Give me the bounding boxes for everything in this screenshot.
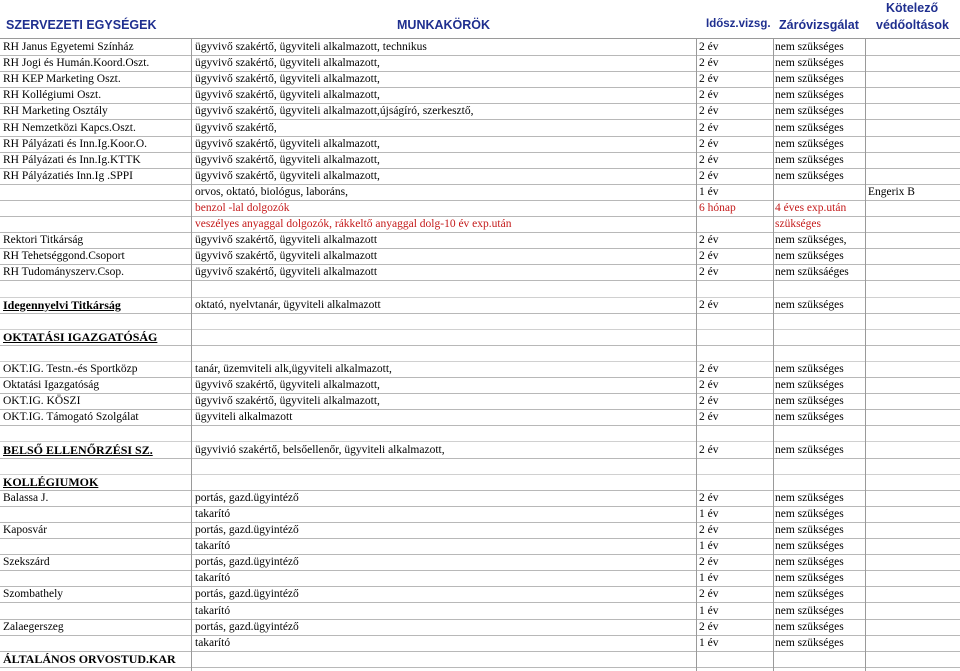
- vaccine-cell: [868, 39, 958, 55]
- period-cell: 2 év: [699, 121, 719, 134]
- final-exam-cell: [775, 458, 865, 474]
- final-exam-cell: nem szükséges: [775, 443, 844, 456]
- unit-cell: OKT.IG. Testn.-és Sportközp: [3, 363, 138, 375]
- job-cell: takarító: [195, 604, 231, 617]
- job-cell: [195, 458, 695, 474]
- header-vaccine-line1: Kötelező: [886, 1, 939, 15]
- table-row: [0, 103, 960, 120]
- unit-cell: RH Jogi és Humán.Koord.Oszt.: [3, 57, 150, 70]
- period-cell: 2 év: [699, 89, 719, 102]
- job-cell: portás, gazd.ügyintéző: [195, 620, 299, 633]
- unit-cell: [3, 345, 189, 361]
- blank-row: [0, 281, 960, 298]
- unit-cell: RH KEP Marketing Oszt.: [3, 73, 121, 86]
- final-exam-cell: nem szükséges: [775, 250, 844, 263]
- job-cell: ügyvivő szakértő, ügyviteli alkalmazott,: [195, 57, 380, 70]
- final-exam-cell: nem szükséges: [775, 588, 844, 601]
- unit-cell: Szekszárd: [3, 556, 50, 569]
- vaccine-cell: [868, 55, 958, 71]
- final-exam-cell: [775, 281, 865, 297]
- final-exam-cell: nem szükséges: [775, 507, 844, 520]
- section-row: [0, 297, 960, 314]
- period-cell: 2 év: [699, 363, 719, 375]
- unit-cell: [3, 506, 189, 522]
- table-row: [0, 168, 960, 185]
- vaccine-cell: [868, 409, 958, 425]
- vaccine-cell: [868, 152, 958, 168]
- vaccine-cell: [868, 71, 958, 87]
- header-jobs: MUNKAKÖRÖK: [397, 18, 491, 32]
- final-exam-cell: nem szüksáéges: [775, 266, 849, 279]
- job-cell: takarító: [195, 540, 231, 553]
- job-cell: ügyvivő szakértő, ügyviteli alkalmazott,: [195, 137, 380, 150]
- period-cell: [699, 281, 773, 297]
- job-cell: takarító: [195, 636, 231, 649]
- final-exam-cell: nem szükséges: [775, 540, 844, 553]
- vaccine-cell: [868, 168, 958, 184]
- unit-cell: KOLLÉGIUMOK: [3, 474, 99, 489]
- table-row: [0, 570, 960, 587]
- blank-row: [0, 345, 960, 362]
- final-exam-cell: nem szükséges: [775, 41, 844, 53]
- period-cell: 2 év: [699, 57, 719, 70]
- vaccine-cell: [868, 554, 958, 570]
- final-exam-cell: [775, 425, 865, 441]
- job-cell: benzol -lal dolgozók: [195, 202, 290, 214]
- job-cell: ügyvivő szakértő, ügyviteli alkalmazott,újságíró, szerkesztő,: [195, 105, 474, 118]
- final-exam-cell: nem szükséges: [775, 89, 844, 102]
- unit-cell: RH Pályázati és Inn.Ig.KTTK: [3, 153, 141, 166]
- job-cell: takarító: [195, 572, 231, 585]
- unit-cell: BELSŐ ELLENŐRZÉSI SZ.: [3, 442, 153, 457]
- table-row: [0, 522, 960, 539]
- final-exam-cell: nem szükséges: [775, 620, 844, 633]
- period-cell: [699, 474, 773, 490]
- job-cell: portás, gazd.ügyintéző: [195, 524, 299, 536]
- job-cell: [195, 425, 695, 441]
- vaccine-cell: [868, 474, 958, 490]
- period-cell: 2 év: [699, 491, 719, 504]
- header-units: SZERVEZETI EGYSÉGEK: [6, 18, 157, 32]
- unit-cell: RH Kollégiumi Oszt.: [3, 89, 102, 102]
- unit-cell: [3, 603, 189, 619]
- period-cell: 2 év: [699, 234, 719, 247]
- section-row: [0, 442, 960, 459]
- final-exam-cell: nem szükséges: [775, 73, 844, 86]
- final-exam-cell: nem szükséges: [775, 411, 844, 424]
- final-exam-cell: nem szükséges: [775, 363, 844, 375]
- vaccine-cell: [868, 264, 958, 280]
- job-cell: ügyvivő szakértő, ügyviteli alkalmazott: [195, 266, 378, 279]
- period-cell: 2 év: [699, 266, 719, 279]
- table-row: [0, 635, 960, 652]
- column-divider: [773, 38, 774, 671]
- job-cell: ügyvivő szakértő, ügyviteli alkalmazott,: [195, 169, 380, 182]
- unit-cell: [3, 200, 189, 216]
- final-exam-cell: [775, 184, 865, 200]
- vaccine-cell: [868, 281, 958, 297]
- header-periodic-exam: Idősz.vizsg.: [706, 18, 771, 30]
- table-row: [0, 361, 960, 378]
- vaccine-cell: [868, 506, 958, 522]
- blank-row: [0, 458, 960, 475]
- period-cell: 2 év: [699, 524, 719, 536]
- job-cell: [195, 329, 695, 345]
- final-exam-cell: nem szükséges: [775, 121, 844, 134]
- job-cell: ügyvivő szakértő, ügyviteli alkalmazott,: [195, 89, 380, 102]
- vaccine-cell: [868, 635, 958, 651]
- period-cell: [699, 329, 773, 345]
- table-row: [0, 152, 960, 169]
- unit-cell: Idegennyelvi Titkárság: [3, 297, 121, 312]
- table-row: [0, 71, 960, 88]
- vaccine-cell: [868, 538, 958, 554]
- job-cell: portás, gazd.ügyintéző: [195, 588, 299, 601]
- unit-cell: RH Nemzetközi Kapcs.Oszt.: [3, 121, 136, 134]
- unit-cell: Balassa J.: [3, 491, 49, 504]
- table-row: [0, 136, 960, 153]
- period-cell: 2 év: [699, 169, 719, 182]
- table-row: [0, 55, 960, 72]
- vaccine-cell: [868, 120, 958, 136]
- unit-cell: ÁLTALÁNOS ORVOSTUD.KAR: [3, 651, 176, 666]
- period-cell: 2 év: [699, 443, 719, 456]
- table-row: [0, 603, 960, 620]
- final-exam-cell: nem szükséges: [775, 153, 844, 166]
- period-cell: 6 hónap: [699, 202, 736, 214]
- table-row: [0, 216, 960, 233]
- unit-cell: [3, 281, 189, 297]
- vaccine-cell: [868, 651, 958, 667]
- vaccine-cell: [868, 570, 958, 586]
- job-cell: ügyvivő szakértő, ügyviteli alkalmazott: [195, 250, 378, 263]
- period-cell: [699, 313, 773, 329]
- job-cell: ügyvivió szakértő, belsőellenőr, ügyviteli alkalmazott,: [195, 443, 445, 456]
- period-cell: 2 év: [699, 620, 719, 633]
- table-row: [0, 619, 960, 636]
- table-row: [0, 506, 960, 523]
- vaccine-cell: [868, 522, 958, 538]
- job-cell: ügyvivő szakértő, ügyviteli alkalmazott,: [195, 379, 380, 392]
- period-cell: [699, 651, 773, 667]
- unit-cell: [3, 184, 189, 200]
- unit-cell: Rektori Titkárság: [3, 234, 84, 247]
- vaccine-cell: [868, 248, 958, 264]
- table-row: [0, 87, 960, 104]
- unit-cell: [3, 425, 189, 441]
- final-exam-cell: 4 éves exp.után: [775, 202, 847, 214]
- unit-cell: RH Marketing Osztály: [3, 105, 108, 118]
- table-row: [0, 409, 960, 426]
- vaccine-cell: [868, 87, 958, 103]
- vaccine-cell: [868, 329, 958, 345]
- unit-cell: OKTATÁSI IGAZGATÓSÁG: [3, 329, 158, 344]
- period-cell: 2 év: [699, 411, 719, 424]
- final-exam-cell: [775, 313, 865, 329]
- table-row: [0, 184, 960, 201]
- table-row: [0, 538, 960, 555]
- period-cell: 2 év: [699, 105, 719, 118]
- section-row: [0, 329, 960, 346]
- final-exam-cell: nem szükséges: [775, 604, 844, 617]
- vaccine-cell: [868, 313, 958, 329]
- job-cell: ügyvivő szakértő, ügyviteli alkalmazott, technikus: [195, 41, 427, 53]
- vaccine-cell: [868, 200, 958, 216]
- unit-cell: Kaposvár: [3, 524, 48, 536]
- vaccine-cell: [868, 442, 958, 458]
- period-cell: 2 év: [699, 556, 719, 569]
- section-row: [0, 474, 960, 491]
- job-cell: tanár, üzemviteli alk,ügyviteli alkalmazott,: [195, 363, 392, 375]
- column-divider: [696, 38, 697, 671]
- column-divider: [865, 38, 866, 671]
- period-cell: 2 év: [699, 395, 719, 408]
- final-exam-cell: [775, 474, 865, 490]
- period-cell: 2 év: [699, 250, 719, 263]
- final-exam-cell: nem szükséges: [775, 395, 844, 408]
- unit-cell: RH Tehetséggond.Csoport: [3, 250, 125, 263]
- period-cell: 2 év: [699, 137, 719, 150]
- unit-cell: OKT.IG. KÖSZI: [3, 395, 81, 408]
- unit-cell: RH Pályázati és Inn.Ig.Koor.O.: [3, 137, 148, 150]
- header-vaccine-line2: védőoltások: [876, 18, 949, 32]
- job-cell: veszélyes anyaggal dolgozók, rákkeltő anyaggal dolg-10 év exp.után: [195, 218, 512, 231]
- vaccine-cell: [868, 393, 958, 409]
- period-cell: 1 év: [699, 636, 719, 649]
- unit-cell: Oktatási Igazgatóság: [3, 379, 100, 392]
- table-row: [0, 120, 960, 137]
- table-row: [0, 554, 960, 571]
- job-cell: ügyvivő szakértő, ügyviteli alkalmazott,: [195, 395, 380, 408]
- job-cell: [195, 474, 695, 490]
- period-cell: 1 év: [699, 604, 719, 617]
- period-cell: [699, 425, 773, 441]
- final-exam-cell: nem szükséges: [775, 298, 844, 311]
- unit-cell: [3, 570, 189, 586]
- job-cell: ügyvivő szakértő, ügyviteli alkalmazott: [195, 234, 378, 247]
- unit-cell: [3, 313, 189, 329]
- job-cell: [195, 651, 695, 667]
- table-row: [0, 490, 960, 507]
- final-exam-cell: nem szükséges,: [775, 234, 847, 247]
- final-exam-cell: nem szükséges: [775, 556, 844, 569]
- vaccine-cell: [868, 136, 958, 152]
- unit-cell: OKT.IG. Támogató Szolgálat: [3, 411, 139, 424]
- unit-cell: Szombathely: [3, 588, 64, 601]
- job-cell: oktató, nyelvtanár, ügyviteli alkalmazott: [195, 298, 381, 311]
- unit-cell: RH Tudományszerv.Csop.: [3, 266, 124, 279]
- final-exam-cell: nem szükséges: [775, 137, 844, 150]
- vaccine-cell: [868, 586, 958, 602]
- job-cell: ügyviteli alkalmazott: [195, 411, 293, 424]
- table-row: [0, 377, 960, 394]
- table-row: [0, 232, 960, 249]
- vaccine-cell: [868, 103, 958, 119]
- vaccine-cell: [868, 490, 958, 506]
- period-cell: 1 év: [699, 507, 719, 520]
- unit-cell: [3, 635, 189, 651]
- unit-cell: [3, 458, 189, 474]
- job-cell: portás, gazd.ügyintéző: [195, 491, 299, 504]
- vaccine-cell: [868, 232, 958, 248]
- unit-cell: [3, 538, 189, 554]
- unit-cell: RH Janus Egyetemi Színház: [3, 41, 134, 53]
- vaccine-cell: [868, 297, 958, 313]
- job-cell: ügyvivő szakértő, ügyviteli alkalmazott,: [195, 73, 380, 86]
- vaccine-cell: [868, 458, 958, 474]
- period-cell: [699, 458, 773, 474]
- final-exam-cell: [775, 329, 865, 345]
- section-row: [0, 651, 960, 668]
- vaccine-cell: [868, 603, 958, 619]
- job-cell: orvos, oktató, biológus, laboráns,: [195, 185, 348, 198]
- table-row: [0, 248, 960, 265]
- period-cell: [699, 345, 773, 361]
- vaccine-cell: [868, 377, 958, 393]
- unit-cell: Zalaegerszeg: [3, 620, 64, 633]
- job-cell: portás, gazd.ügyintéző: [195, 556, 299, 569]
- final-exam-cell: nem szükséges: [775, 524, 844, 536]
- final-exam-cell: nem szükséges: [775, 572, 844, 585]
- period-cell: 2 év: [699, 379, 719, 392]
- final-exam-cell: nem szükséges: [775, 491, 844, 504]
- final-exam-cell: szükséges: [775, 218, 821, 231]
- vaccine-cell: [868, 216, 958, 232]
- table-row: [0, 393, 960, 410]
- final-exam-cell: nem szükséges: [775, 169, 844, 182]
- period-cell: 2 év: [699, 41, 719, 53]
- table-row: [0, 39, 960, 56]
- table-row: [0, 264, 960, 281]
- unit-cell: RH Pályázatiés Inn.Ig .SPPI: [3, 169, 134, 182]
- job-cell: [195, 281, 695, 297]
- period-cell: 2 év: [699, 73, 719, 86]
- vaccine-cell: [868, 345, 958, 361]
- period-cell: 2 év: [699, 588, 719, 601]
- final-exam-cell: [775, 651, 865, 667]
- period-cell: 1 év: [699, 572, 719, 585]
- unit-cell: [3, 216, 189, 232]
- blank-row: [0, 425, 960, 442]
- job-cell: ügyvivő szakértő,: [195, 121, 277, 134]
- period-cell: 1 év: [699, 185, 719, 198]
- header-final-exam: Záróvizsgálat: [779, 18, 859, 32]
- blank-row: [0, 313, 960, 330]
- vaccine-cell: [868, 619, 958, 635]
- period-cell: [699, 216, 773, 232]
- job-cell: ügyvivő szakértő, ügyviteli alkalmazott,: [195, 153, 380, 166]
- job-cell: [195, 313, 695, 329]
- job-cell: takarító: [195, 507, 231, 520]
- vaccine-cell: [868, 361, 958, 377]
- period-cell: 1 év: [699, 540, 719, 553]
- vaccine-cell: Engerix B: [868, 185, 915, 198]
- column-divider: [191, 38, 192, 671]
- final-exam-cell: [775, 345, 865, 361]
- vaccine-cell: [868, 425, 958, 441]
- final-exam-cell: nem szükséges: [775, 636, 844, 649]
- table-row: [0, 200, 960, 217]
- final-exam-cell: nem szükséges: [775, 105, 844, 118]
- final-exam-cell: nem szükséges: [775, 57, 844, 70]
- table-row: [0, 586, 960, 603]
- final-exam-cell: nem szükséges: [775, 379, 844, 392]
- period-cell: 2 év: [699, 298, 719, 311]
- job-cell: [195, 345, 695, 361]
- period-cell: 2 év: [699, 153, 719, 166]
